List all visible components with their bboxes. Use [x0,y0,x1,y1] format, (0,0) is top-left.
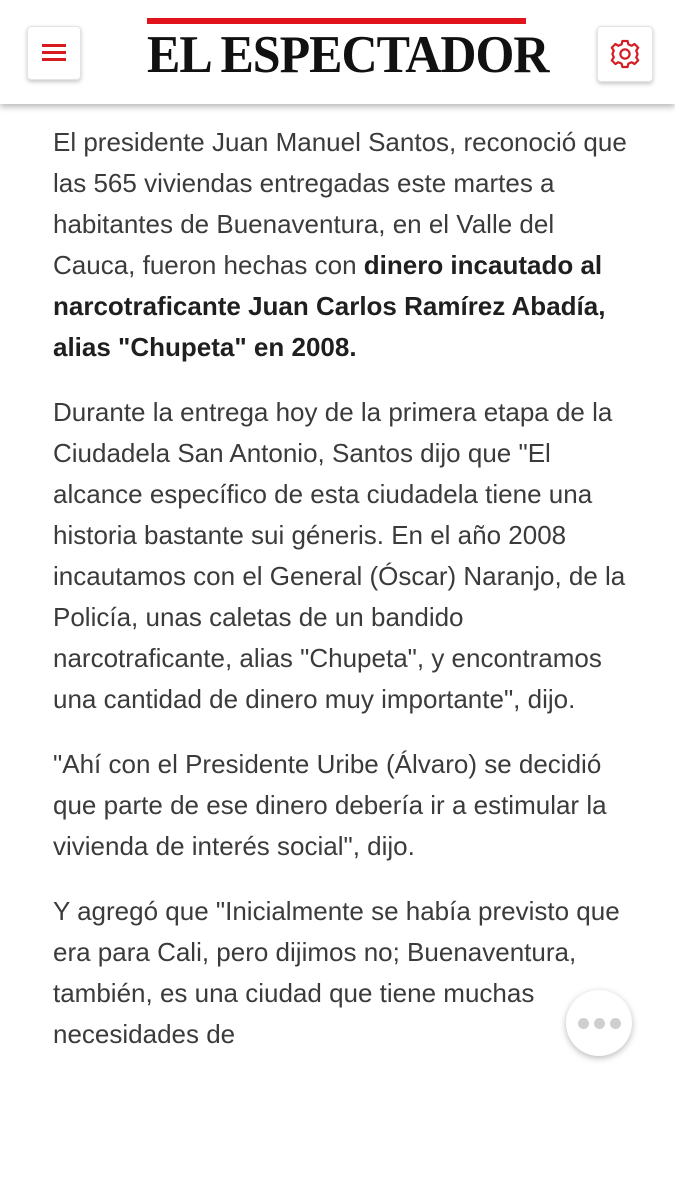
more-options-button[interactable] [566,990,632,1056]
article-paragraph-2: Durante la entrega hoy de la primera etapa de la Ciudadela San Antonio, Santos dijo que "El alcance específico de esta ciudadela tiene una historia bastante sui géneris. En el año 2008 incautamos con el General (Óscar) Naranjo, de la Policía, unas caletas de un bandido narcotraficante, alias "Chupeta", y encontramos una cantidad de dinero muy importante", dijo. [53,397,626,714]
gear-icon [608,37,642,71]
article-paragraph-1 [53,122,633,368]
article-body [53,122,633,1079]
top-app-bar [0,0,675,104]
logo-red-bar [147,18,526,24]
site-logo[interactable] [147,18,549,84]
more-dots-icon [578,1018,621,1029]
paragraph-1-bold: dinero incautado al narcotraficante Juan Carlos Ramírez Abadía, alias "Chupeta" en 2008. [53,250,606,362]
hamburger-menu-icon [42,44,66,62]
menu-button[interactable] [27,26,81,80]
article-paragraph-3: "Ahí con el Presidente Uribe (Álvaro) se decidió que parte de ese dinero debería ir a estimular la vivienda de interés social", dijo. [53,749,607,861]
settings-button[interactable] [597,26,653,82]
logo-text: EL ESPECTADOR [147,24,549,84]
paragraph-1-text: El presidente Juan Manuel Santos, reconoció que las 565 viviendas entregadas este martes a habitantes de Buenaventura, en el Valle del Cauca, fueron hechas con [53,127,627,280]
article-paragraph-4: Y agregó que "Inicialmente se había previsto que era para Cali, pero dijimos no; Buenaventura, también, es una ciudad que tiene muchas necesidades de [53,896,620,1049]
